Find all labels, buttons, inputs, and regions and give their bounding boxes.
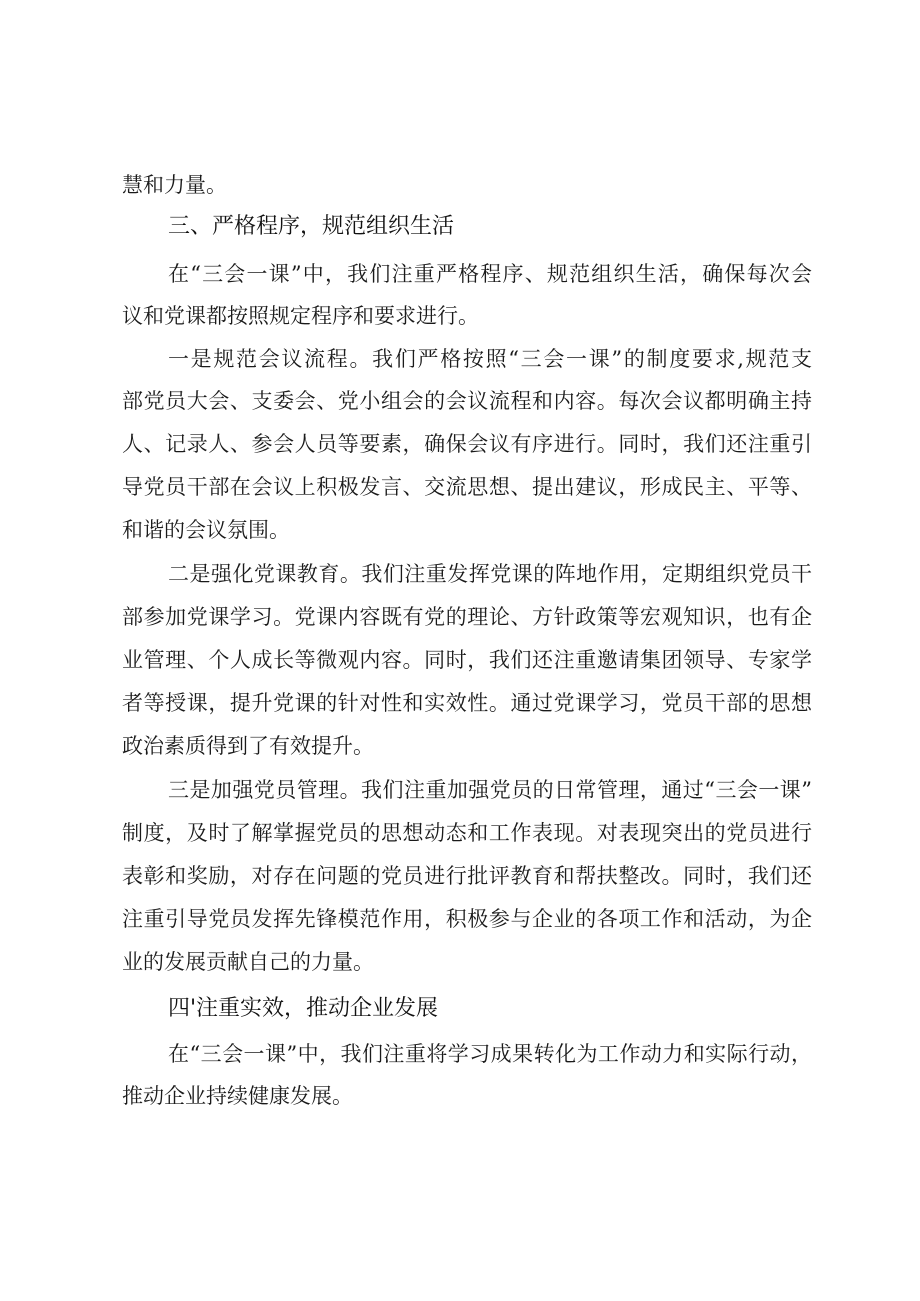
paragraph-line: 业管理、个人成长等微观内容。同时，我们还注重邀请集团领导、专家学 [122, 648, 812, 672]
paragraph-line: 注重引导党员发挥先锋模范作用，积极参与企业的各项工作和活动，为企 [122, 907, 812, 931]
paragraph-line: 部党员大会、支委会、党小组会的会议流程和内容。每次会议都明确主持 [122, 389, 812, 413]
paragraph-line: 政治素质得到了有效提升。 [122, 734, 374, 758]
section-heading-3: 三、严格程序，规范组织生活 [168, 214, 455, 239]
paragraph-line: 三是加强党员管理。我们注重加强党员的日常管理，通过“三会一课” [168, 778, 812, 802]
section-heading-4: 四'注重实效，推动企业发展 [168, 996, 439, 1021]
paragraph-line: 部参加党课学习。党课内容既有党的理论、方针政策等宏观知识，也有企 [122, 605, 812, 629]
paragraph-line: 推动企业持续健康发展。 [122, 1084, 353, 1108]
paragraph-line: 慧和力量。 [122, 173, 227, 197]
paragraph-line: 和谐的会议氛围。 [122, 518, 290, 542]
paragraph-line: 二是强化党课教育。我们注重发挥党课的阵地作用，定期组织党员干 [168, 562, 812, 586]
paragraph-line: 在“三会一课”中，我们注重将学习成果转化为工作动力和实际行动， [168, 1042, 812, 1066]
paragraph-line: 一是规范会议流程。我们严格按照“三会一课”的制度要求,规范支 [168, 347, 812, 371]
paragraph-line: 者等授课，提升党课的针对性和实效性。通过党课学习，党员干部的思想 [122, 691, 812, 715]
paragraph-line: 制度，及时了解掌握党员的思想动态和工作表现。对表现突出的党员进行 [122, 821, 812, 845]
paragraph-line: 表彰和奖励，对存在问题的党员进行批评教育和帮扶整改。同时，我们还 [122, 864, 812, 888]
paragraph-line: 业的发展贡献自己的力量。 [122, 950, 374, 974]
paragraph-line: 在“三会一课”中，我们注重严格程序、规范组织生活，确保每次会 [168, 262, 812, 286]
paragraph-line: 议和党课都按照规定程序和要求进行。 [122, 304, 479, 328]
paragraph-line: 导党员干部在会议上积极发言、交流思想、提出建议，形成民主、平等、 [122, 475, 812, 499]
paragraph-line: 人、记录人、参会人员等要素，确保会议有序进行。同时，我们还注重引 [122, 432, 812, 456]
